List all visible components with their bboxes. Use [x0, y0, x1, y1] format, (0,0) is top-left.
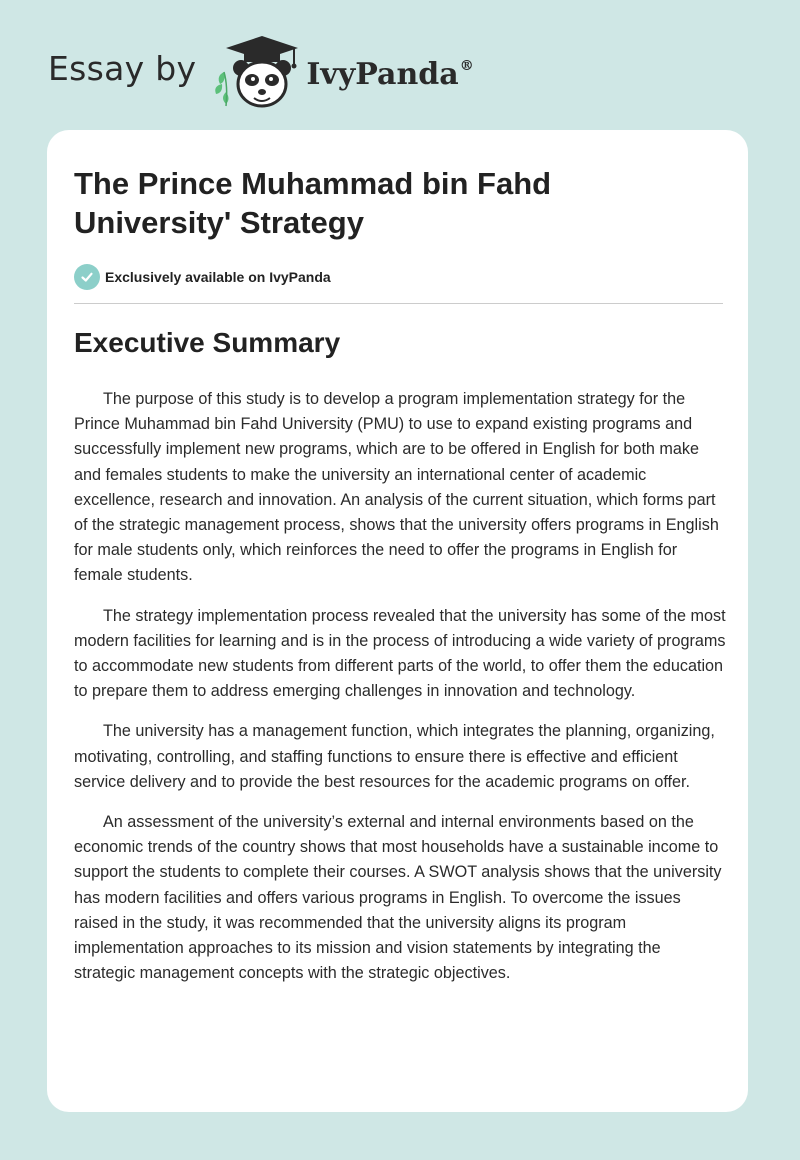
paragraph: An assessment of the university’s external and internal environments based on the economic trends of the country shows that most households have a sustainable income to support the students to complete their courses. A SWOT analysis shows that the university has modern facilities and offers various programs in English. To overcome the issues raised in the study, it was recommended that the university aligns its program implementation approaches to its mission and vision statements by integrating the strategic management concepts with the strategic objectives. — [74, 813, 722, 983]
site-header — [48, 32, 474, 112]
exclusive-badge — [74, 264, 331, 290]
section-heading: Executive Summary — [74, 327, 341, 358]
paragraph: The strategy implementation process revealed that the university has some of the most modern facilities for learning and is in the process of introducing a wide variety of programs to accommodate new students from different parts of the world, to offer them the education to prepare them to address emerging challenges in innovation and technology. — [74, 606, 726, 701]
registered-mark: ® — [459, 57, 474, 74]
panda-logo-icon[interactable] — [210, 32, 302, 112]
article-card — [47, 130, 748, 1112]
page-title: The Prince Muhammad bin Fahd University' Strategy — [74, 166, 552, 240]
ivy-leaf-icon — [216, 72, 229, 106]
paragraph: The purpose of this study is to develop a program implementation strategy for the Prince Muhammad bin Fahd University (PMU) to use to expand existing programs and successfully implement new programs, which are to be offered in English for both make and females students to make the university an international center of academic excellence, research and innovation. An analysis of the current situation, which forms part of the strategic management process, shows that the university offers programs in English for male students only, which reinforces the need to offer the programs in English for female students. — [74, 390, 719, 585]
paragraph: The university has a management function, which integrates the planning, organizing, motivating, controlling, and staffing functions to ensure there is effective and efficient service delivery and to provide the best resources for the academic programs on offer. — [74, 722, 715, 791]
essay-by-label: Essay by — [48, 48, 197, 88]
brand-name[interactable]: IvyPanda® — [306, 56, 474, 92]
article-body — [74, 387, 726, 1001]
badge-text: Exclusively available on IvyPanda — [105, 269, 331, 285]
divider — [74, 303, 723, 304]
checkmark-icon — [74, 264, 100, 290]
panda-face-icon — [233, 60, 291, 106]
